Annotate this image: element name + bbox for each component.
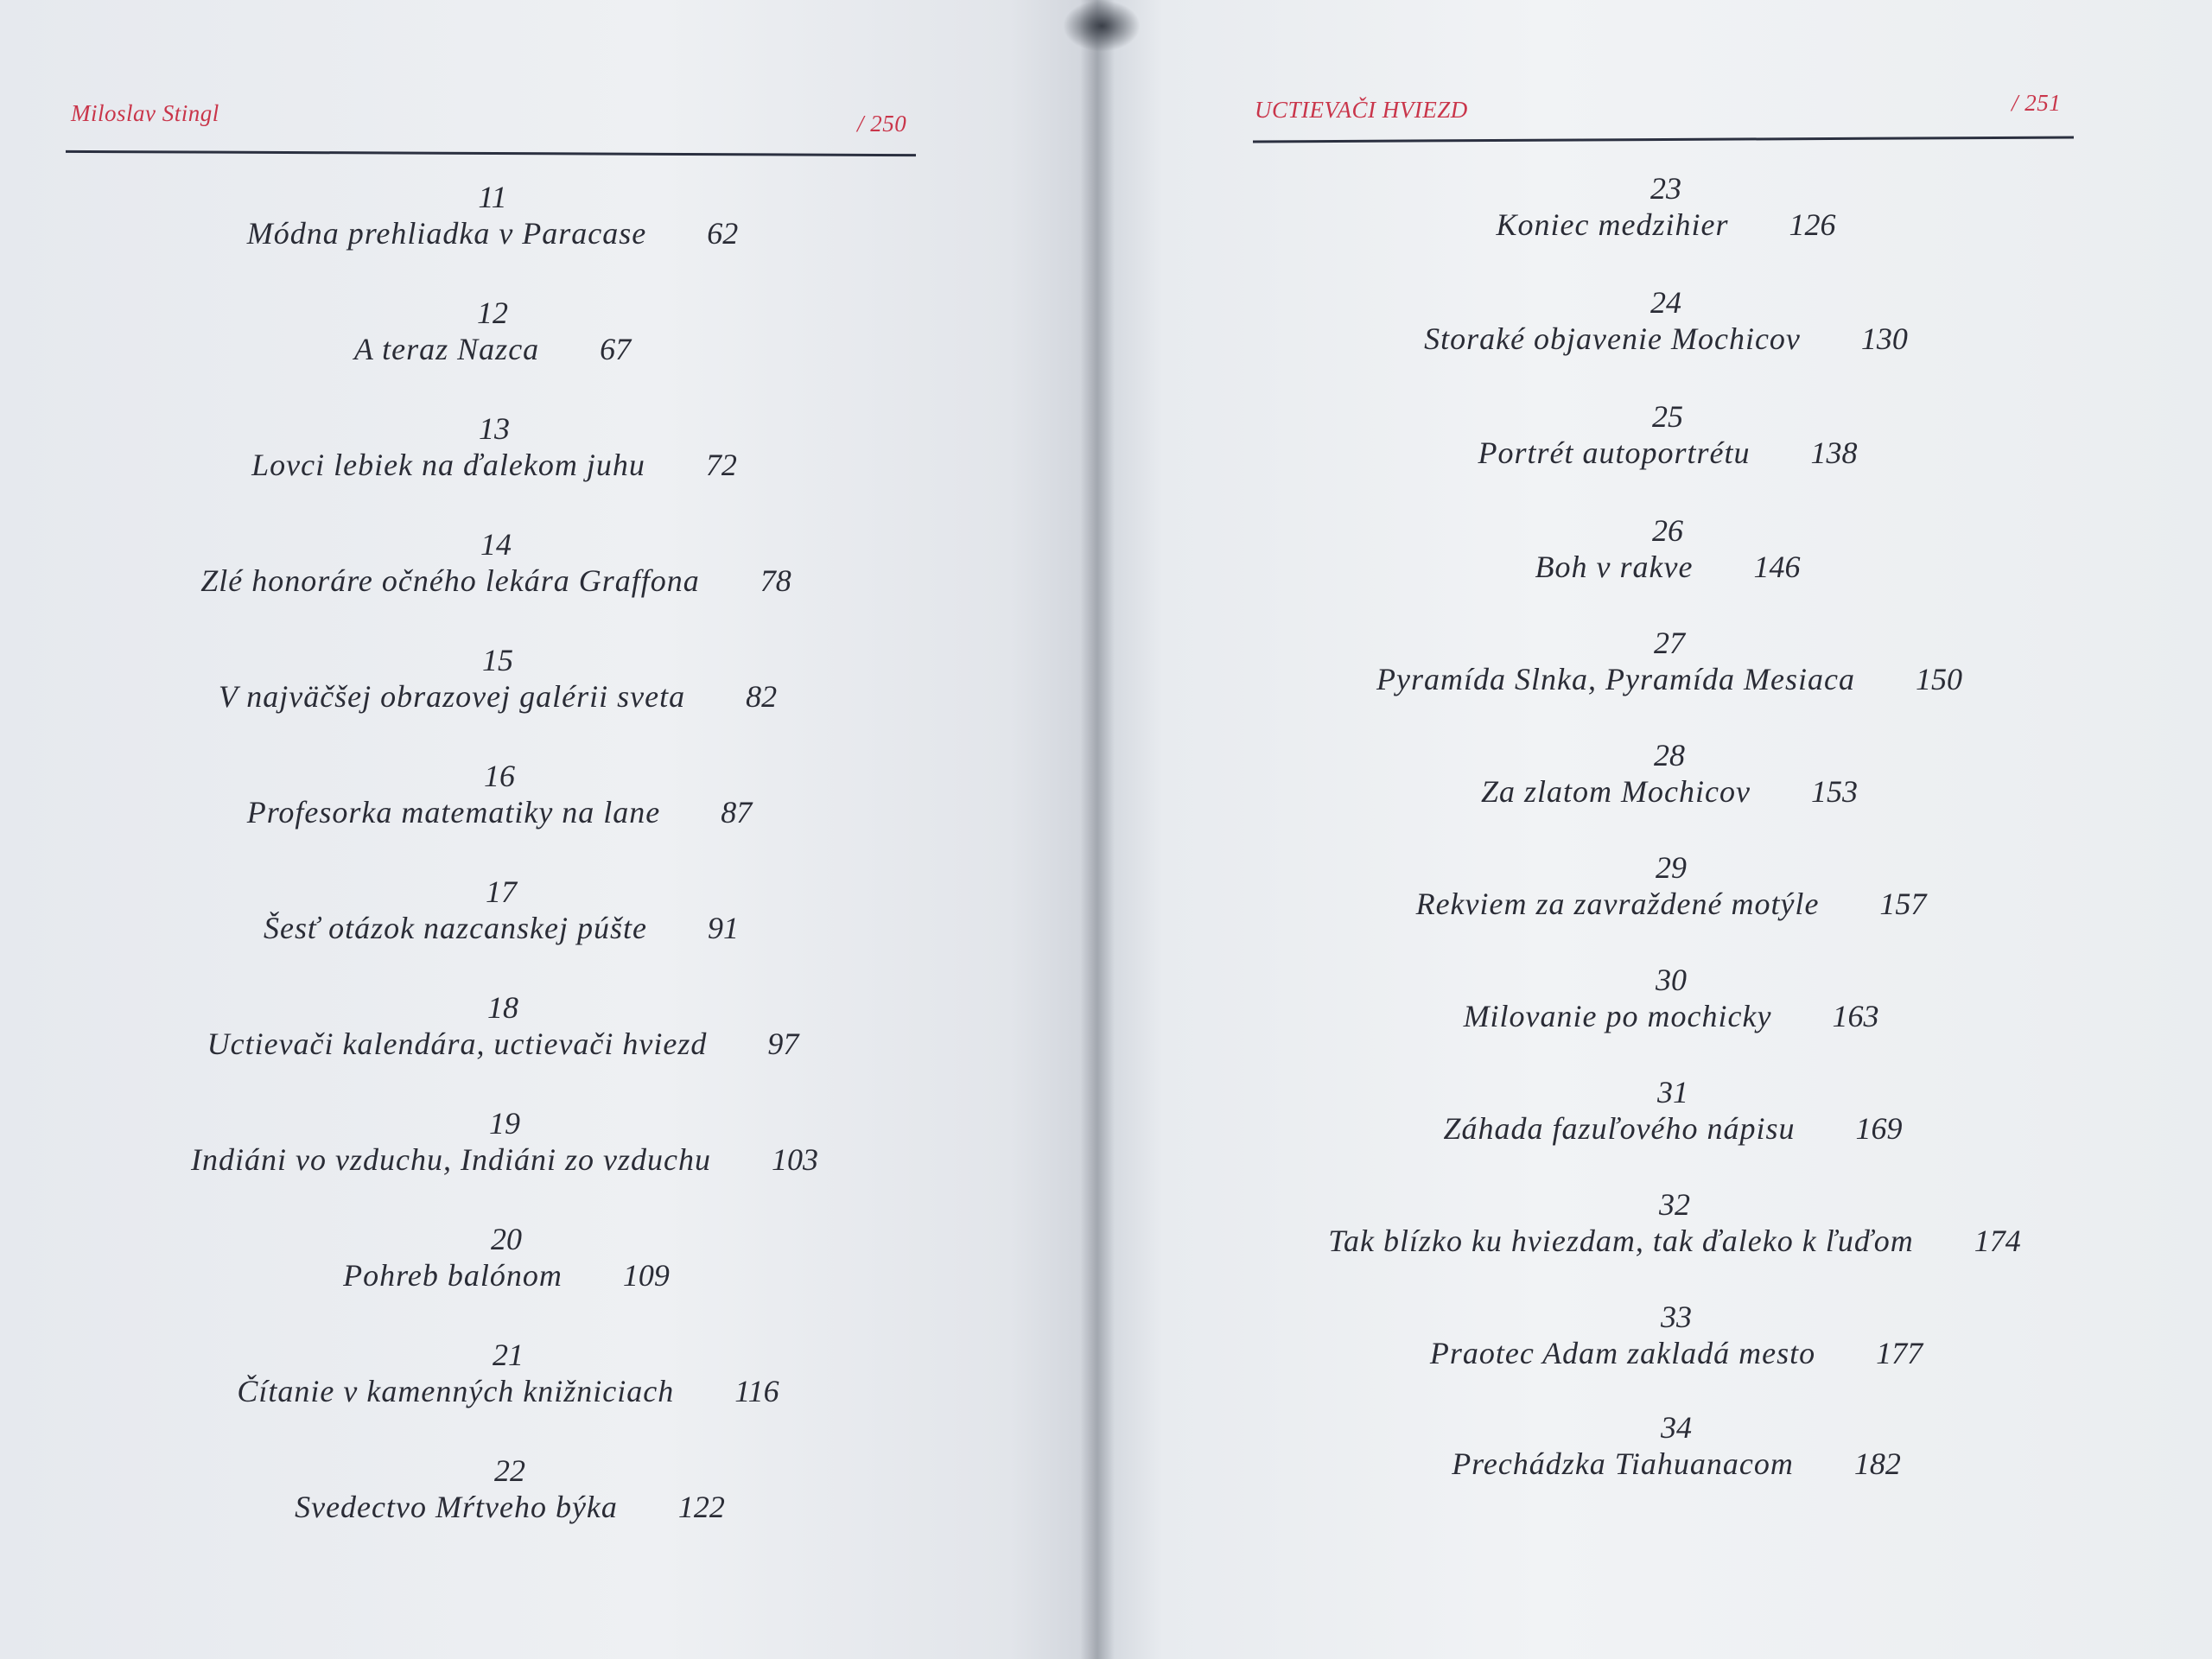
chapter-page: 182 — [1853, 1446, 1901, 1481]
left-running-head: Miloslav Stingl — [71, 100, 219, 126]
chapter-number: 34 — [1661, 1410, 1692, 1445]
chapter-number: 21 — [493, 1338, 524, 1372]
chapter-number: 25 — [1652, 399, 1683, 434]
chapter-number: 28 — [1654, 738, 1685, 772]
toc-entry — [1237, 626, 2101, 698]
toc-entry — [64, 527, 928, 600]
chapter-number: 27 — [1654, 626, 1685, 660]
chapter-page: 97 — [767, 1027, 799, 1061]
chapter-number: 33 — [1661, 1300, 1692, 1334]
chapter-page: 91 — [708, 911, 740, 945]
chapter-title: Módna prehliadka v Paracase — [246, 216, 647, 251]
chapter-title: Šesť otázok nazcanskej púšte — [263, 911, 648, 945]
chapter-page: 72 — [705, 448, 737, 482]
chapter-number: 29 — [1656, 850, 1687, 885]
chapter-page: 146 — [1753, 550, 1801, 584]
chapter-page: 67 — [600, 332, 632, 366]
chapter-title: Lovci lebiek na ďalekom juhu — [251, 448, 645, 482]
chapter-title: Pyramída Slnka, Pyramída Mesiaca — [1376, 662, 1855, 696]
chapter-title: Boh v rakve — [1535, 550, 1694, 584]
toc-entry — [73, 1106, 937, 1179]
chapter-title: Záhada fazuľového nápisu — [1443, 1111, 1796, 1146]
chapter-page: 87 — [721, 795, 753, 830]
toc-entry — [78, 1453, 942, 1526]
chapter-title: Čítanie v kamenných knižniciach — [237, 1374, 675, 1408]
toc-entry — [1239, 963, 2103, 1035]
chapter-title: Portrét autoportrétu — [1478, 435, 1751, 470]
chapter-page: 169 — [1855, 1111, 1903, 1146]
chapter-page: 103 — [771, 1142, 818, 1177]
chapter-page: 78 — [760, 563, 791, 598]
chapter-number: 16 — [484, 759, 515, 793]
toc-entry — [71, 990, 935, 1063]
toc-entry — [67, 759, 931, 831]
chapter-page: 109 — [622, 1258, 670, 1293]
chapter-title: V najväčšej obrazovej galérii sveta — [218, 679, 686, 714]
chapter-number: 30 — [1656, 963, 1687, 997]
chapter-title: Profesorka matematiky na lane — [246, 795, 661, 830]
chapter-number: 14 — [480, 527, 512, 562]
chapter-title: Zlé honoráre očného lekára Graffona — [200, 563, 700, 598]
toc-entry — [1236, 399, 2100, 472]
toc-entry — [69, 874, 933, 947]
chapter-page: 116 — [734, 1374, 779, 1408]
chapter-title: Rekviem za zavraždené motýle — [1415, 887, 1820, 921]
toc-entry — [1243, 1187, 2107, 1260]
left-page-number: / 250 — [857, 111, 907, 137]
toc-entry — [66, 643, 930, 715]
chapter-title: Praotec Adam zakladá mesto — [1429, 1336, 1816, 1370]
toc-entry — [1237, 738, 2101, 810]
toc-entry — [1234, 171, 2098, 244]
chapter-title: Milovanie po mochicky — [1463, 999, 1772, 1033]
chapter-title: A teraz Nazca — [353, 332, 540, 366]
chapter-title: Storaké objavenie Mochicov — [1424, 321, 1801, 356]
chapter-number: 17 — [486, 874, 517, 909]
right-page — [1096, 0, 2212, 1659]
chapter-number: 18 — [487, 990, 518, 1025]
right-header-rule — [1253, 137, 2074, 143]
chapter-page: 126 — [1789, 207, 1836, 242]
toc-entry — [1239, 850, 2103, 923]
chapter-page: 150 — [1915, 662, 1962, 696]
toc-entry — [1241, 1075, 2105, 1147]
chapter-number: 19 — [489, 1106, 520, 1141]
chapter-page: 82 — [746, 679, 778, 714]
left-page — [0, 0, 1097, 1659]
chapter-page: 62 — [707, 216, 739, 251]
chapter-page: 157 — [1879, 887, 1927, 921]
chapter-number: 22 — [494, 1453, 525, 1488]
chapter-title: Uctievači kalendára, uctievači hviezd — [207, 1027, 708, 1061]
chapter-number: 13 — [479, 411, 510, 446]
toc-entry — [60, 296, 925, 368]
left-header-rule — [66, 150, 916, 156]
chapter-number: 20 — [491, 1222, 522, 1256]
right-page-number: / 251 — [2012, 90, 2062, 116]
toc-entry — [62, 411, 926, 484]
chapter-title: Koniec medzihier — [1496, 207, 1729, 242]
chapter-page: 174 — [1974, 1224, 2021, 1258]
toc-entry — [60, 180, 925, 252]
chapter-title: Tak blízko ku hviezdam, tak ďaleko k ľuďom — [1328, 1224, 1914, 1258]
chapter-page: 153 — [1810, 774, 1858, 809]
toc-entry — [1244, 1410, 2108, 1483]
chapter-page: 163 — [1832, 999, 1879, 1033]
toc-entry — [1236, 513, 2100, 586]
toc-entry — [1234, 285, 2098, 358]
chapter-title: Prechádzka Tiahuanacom — [1452, 1446, 1794, 1481]
chapter-number: 15 — [482, 643, 513, 677]
chapter-title: Pohreb balónom — [343, 1258, 563, 1293]
toc-entry — [1244, 1300, 2108, 1372]
spine-shadow — [1063, 0, 1141, 52]
chapter-page: 177 — [1876, 1336, 1923, 1370]
chapter-page: 122 — [677, 1490, 725, 1524]
right-running-head: UCTIEVAČI HVIEZD — [1255, 97, 1468, 123]
toc-entry — [74, 1222, 938, 1294]
chapter-page: 138 — [1810, 435, 1858, 470]
chapter-number: 24 — [1650, 285, 1681, 320]
chapter-title: Za zlatom Mochicov — [1481, 774, 1751, 809]
chapter-number: 26 — [1652, 513, 1683, 548]
chapter-number: 23 — [1650, 171, 1681, 206]
chapter-number: 31 — [1657, 1075, 1688, 1109]
toc-entry — [76, 1338, 940, 1410]
chapter-number: 11 — [478, 180, 507, 214]
chapter-page: 130 — [1860, 321, 1908, 356]
chapter-title: Svedectvo Mŕtveho býka — [295, 1490, 618, 1524]
chapter-number: 32 — [1659, 1187, 1690, 1222]
chapter-title: Indiáni vo vzduchu, Indiáni zo vzduchu — [191, 1142, 711, 1177]
chapter-number: 12 — [477, 296, 508, 330]
book-gutter — [1080, 0, 1115, 1659]
